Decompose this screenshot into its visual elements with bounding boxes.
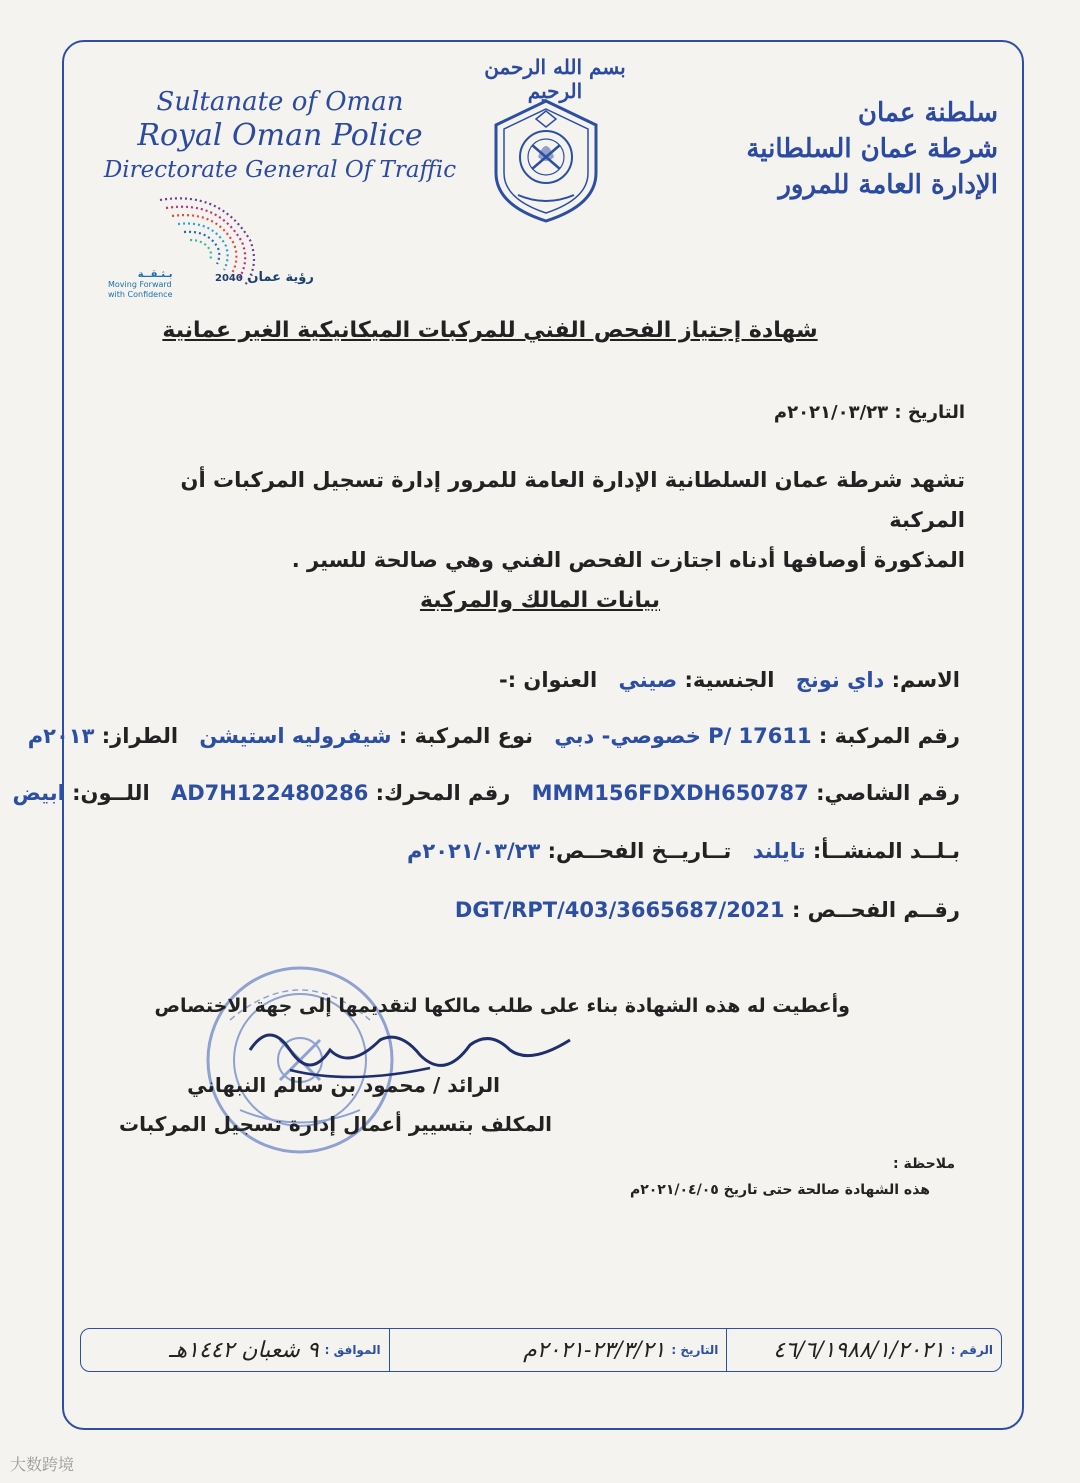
inspection-date-value: ٢٠٢١/٠٣/٢٣م: [407, 839, 541, 863]
vision-tagline: [108, 270, 173, 300]
model-label: الطراز:: [101, 724, 179, 748]
note-label: ملاحظة :: [893, 1156, 955, 1172]
reference-hijri-value: ٩ شعبان ١٤٤٢هـ: [169, 1337, 319, 1363]
inspection-date-label: تــاريــخ الفحــص:: [547, 839, 732, 863]
reference-number-cell: [726, 1329, 1001, 1371]
reference-date-cell: [389, 1329, 727, 1371]
header-directorate: Directorate General Of Traffic: [103, 157, 457, 183]
header-police-ar: شرطة عمان السلطانية: [746, 134, 998, 164]
engine-value: AD7H122480286: [170, 781, 369, 805]
reference-hijri-cell: [81, 1329, 389, 1371]
note-text: هذه الشهادة صالحة حتى تاريخ ٢٠٢١/٠٤/٠٥م: [629, 1182, 930, 1198]
reference-date-label: التاريخ :: [671, 1343, 719, 1357]
inspection-number-label: رقــم الفحــص :: [791, 898, 960, 922]
vision-tagline-en1: Moving Forward: [108, 280, 172, 289]
chassis-label: رقم الشاصي:: [816, 781, 960, 805]
header-country: Sultanate of Oman: [156, 87, 404, 117]
origin-value: تايلند: [752, 839, 806, 863]
watermark: 大数跨境: [10, 1455, 75, 1474]
certificate-title: شهادة إجتياز الفحص الفني للمركبات الميكانيكية الغير عمانية: [162, 318, 818, 343]
header-country-ar: سلطنة عمان: [857, 98, 998, 128]
vision-year: 2040: [215, 273, 243, 284]
date-value: ٢٠٢١/٠٣/٢٣م: [773, 402, 889, 423]
certificate-date: [774, 402, 965, 423]
date-label: التاريخ :: [894, 402, 965, 423]
reference-date-value: ٢٣/٣/٢١-٢٠٢١م: [523, 1337, 666, 1363]
nationality-label: الجنسية:: [684, 668, 775, 692]
origin-row: [407, 839, 960, 863]
owner-row: [499, 668, 960, 692]
officer-name: الرائد / محمود بن سالم النبهاني: [187, 1073, 500, 1097]
basmala: بسم الله الرحمن الرحيم: [484, 55, 626, 103]
address-label: العنوان :-: [498, 668, 598, 692]
police-emblem-icon: [488, 95, 604, 225]
issued-statement: وأعطيت له هذه الشهادة بناء على طلب مالكها لتقديمها إلى جهة الاختصاص: [154, 995, 850, 1017]
vision-name-ar: رؤية عمان: [247, 270, 314, 285]
type-label: نوع المركبة :: [398, 724, 534, 748]
name-value: داي نونج: [795, 668, 885, 692]
inspection-number-value: DGT/RPT/403/3665687/2021: [454, 898, 785, 922]
chassis-value: MMM156FDXDH650787: [531, 781, 809, 805]
reference-number-label: الرقم :: [950, 1343, 993, 1357]
reference-hijri-label: الموافق :: [324, 1343, 381, 1357]
nationality-value: صيني: [618, 668, 678, 692]
color-label: اللــون:: [72, 781, 150, 805]
engine-label: رقم المحرك:: [375, 781, 511, 805]
vision-tagline-en2: with Confidence: [108, 290, 173, 299]
name-label: الاسم:: [891, 668, 960, 692]
officer-position: المكلف بتسيير أعمال إدارة تسجيل المركبات: [119, 1112, 552, 1136]
reference-box: [80, 1328, 1002, 1372]
inspection-number-row: [455, 898, 960, 922]
certification-paragraph: [105, 460, 965, 580]
header-police: Royal Oman Police: [137, 118, 423, 153]
paragraph-line-2: المذكورة أوصافها أدناه اجتازت الفحص الفني وهي صالحة للسير .: [291, 548, 965, 572]
model-value: ٢٠١٣م: [27, 724, 95, 748]
chassis-row: [13, 781, 960, 805]
section-title: بيانات المالك والمركبة: [419, 588, 661, 613]
header-directorate-ar: الإدارة العامة للمرور: [778, 170, 998, 200]
vehicle-row: [28, 724, 960, 748]
arabic-header: [708, 95, 998, 203]
reference-number-value: ٤٦/٦/١٩٨٨/١/٢٠٢١: [773, 1337, 945, 1363]
color-value: ابيض: [12, 781, 65, 805]
type-value: شيفروليه استيشن: [199, 724, 392, 748]
plate-label: رقم المركبة :: [818, 724, 960, 748]
origin-label: بـلــد المنشــأ:: [812, 839, 960, 863]
english-header: [100, 85, 460, 187]
vision-tagline-ar: بـثـقــة: [137, 269, 173, 280]
plate-value: P/ 17611 خصوصي- دبي: [554, 724, 812, 748]
paragraph-line-1: تشهد شرطة عمان السلطانية الإدارة العامة للمرور إدارة تسجيل المركبات أن المركبة: [180, 468, 965, 532]
vision-name: [215, 270, 314, 285]
